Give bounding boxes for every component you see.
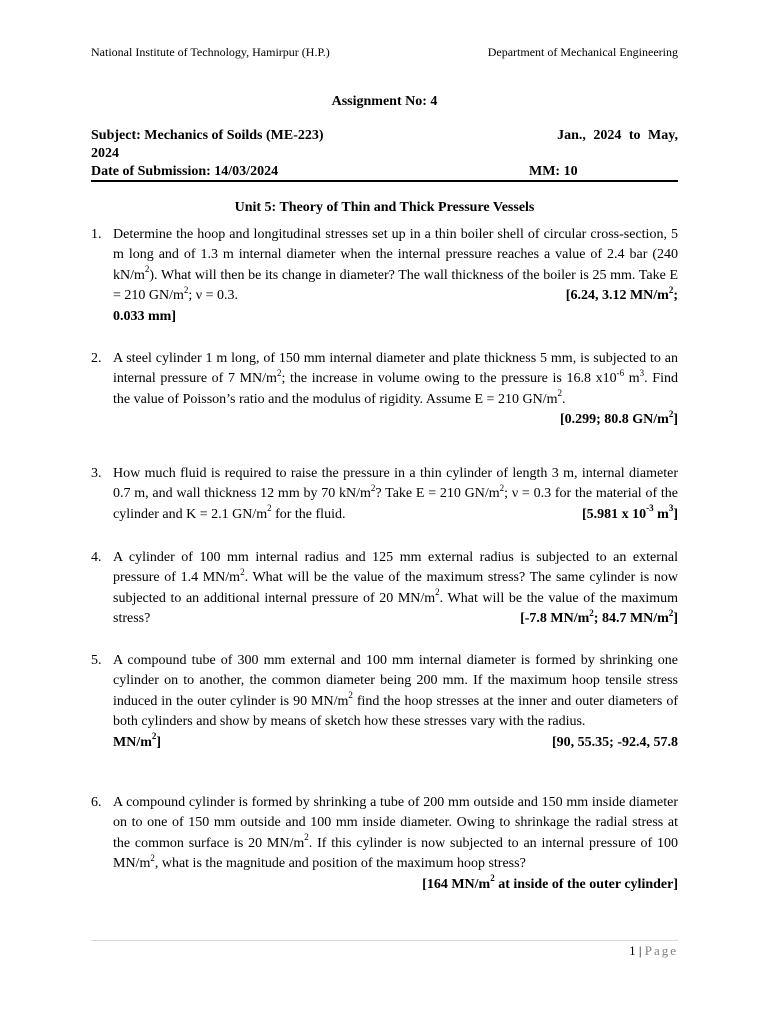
question-number: 1. xyxy=(91,227,102,242)
question-number: 5. xyxy=(91,653,102,668)
question-6 xyxy=(91,793,678,895)
answer: [164 $MN/m^2$ at inside of the outer cylinder] xyxy=(422,872,678,892)
answer-continued: 0.033 mm] xyxy=(113,308,176,324)
question-5 xyxy=(91,651,678,753)
answer: [5.981 x $10^{-3}$ $m^3$] xyxy=(581,503,678,522)
question-number: 4. xyxy=(91,550,102,565)
header-institute: National Institute of Technology, Hamirpur (H.P.) xyxy=(91,45,330,59)
answer: [90, 55.35; -92.4, 57.8 xyxy=(552,734,678,750)
page-number: 1 xyxy=(629,943,636,958)
header-rule xyxy=(91,180,678,182)
answer-continued: $MN/m^2$] xyxy=(113,730,162,750)
session-year: 2024 xyxy=(91,146,119,161)
assignment-title: Assignment No: 4 xyxy=(331,94,438,109)
session-line: Jan., 2024 to May, xyxy=(557,128,678,143)
answer: [-7.8 $MN/m^2$; 84.7 $MN/m^2$] xyxy=(520,607,678,627)
subject-line: Subject: Mechanics of Soilds (ME-223) xyxy=(91,128,324,143)
question-2 xyxy=(91,349,678,431)
question-number: 2. xyxy=(91,351,102,366)
unit-title: Unit 5: Theory of Thin and Thick Pressure Vessels xyxy=(234,200,535,215)
header-department: Department of Mechanical Engineering xyxy=(487,45,678,59)
assignment-meta xyxy=(91,127,678,181)
question-number: 3. xyxy=(91,466,102,481)
question-text: A compound tube of 300 mm external and 100 mm internal diameter is formed by shrinking one cylinder on to another, the common diameter being 200 mm. If the maximum hoop tensile stress induced in the outer cylinder is 90 $MN/m^2$ find the hoop stresses at the inner and outer diameters of both cylinders and show by means of sketch how these stresses vary with the radius. [90, 55.35; -92.4, 57.8 $MN/m^2$] xyxy=(113,651,678,753)
question-text: A cylinder of 100 mm internal radius and 125 mm external radius is subjected to an external pressure of 1.4 $MN/m^2$. What will be the value of the maximum stress? The same cylinder is now subjected to an additional internal pressure of 20 $MN/m^2$. What will be the value of the maximum stress? [-7.8 $MN/m^2$; 84.7 $MN/m^2$] xyxy=(113,548,678,630)
question-3 xyxy=(91,464,678,525)
question-number: 6. xyxy=(91,795,102,810)
question-text: A compound cylinder is formed by shrinking a tube of 200 mm outside and 150 mm inside diameter on to one of 150 mm outside and 100 mm inside diameter. Owing to shrinkage the radial stress at the common surface is 20 $MN/m^2$. If this cylinder is now subjected to an internal pressure of 100 $MN/m^2$, what is the magnitude and position of the maximum hoop stress? [164 $MN/m^2$ at inside of the outer cylinder] xyxy=(113,793,678,895)
max-marks: MM: 10 xyxy=(529,164,578,179)
page-footer: 1 | Page xyxy=(629,943,678,958)
footer-rule xyxy=(91,940,678,941)
answer: [6.24, 3.12 $MN/m^2$; xyxy=(565,284,678,304)
question-text: A steel cylinder 1 m long, of 150 mm internal diameter and plate thickness 5 mm, is subjected to an internal pressure of 7 $MN/m^2$; the increase in volume owing to the pressure is 16.8 $x10^{-6}$ $m^3$. Find the value of Poisson’s ratio and the modulus of rigidity. Assume E = 210 $GN/m^2$. [0.299; 80.8 $GN/m^2$] xyxy=(113,349,678,431)
question-4 xyxy=(91,548,678,630)
submission-date: Date of Submission: 14/03/2024 xyxy=(91,164,279,179)
question-text: How much fluid is required to raise the pressure in a thin cylinder of length 3 m, internal diameter 0.7 m, and wall thickness 12 mm by 70 $kN/m^2$? Take E = 210 $GN/m^2$; ν = 0.3 for the material of the cylinder and K = 2.1 $GN/m^2$ for the fluid. [5.981 x $10^{-3}$ $m^3$] xyxy=(113,464,678,525)
question-text: Determine the hoop and longitudinal stresses set up in a thin boiler shell of circular cross-section, 5 m long and of 1.3 m internal diameter when the internal pressure reaches a value of 2.4 bar (240 $kN/m^2$). What will then be its change in diameter? The wall thickness of the boiler is 25 mm. Take E = 210 $GN/m^2$; ν = 0.3. [6.24, 3.12 $MN/m^2$; 0.033 mm] xyxy=(113,225,678,327)
question-1 xyxy=(91,225,678,327)
answer: [0.299; 80.8 $GN/m^2$] xyxy=(559,408,678,428)
page-label: Page xyxy=(644,943,678,958)
